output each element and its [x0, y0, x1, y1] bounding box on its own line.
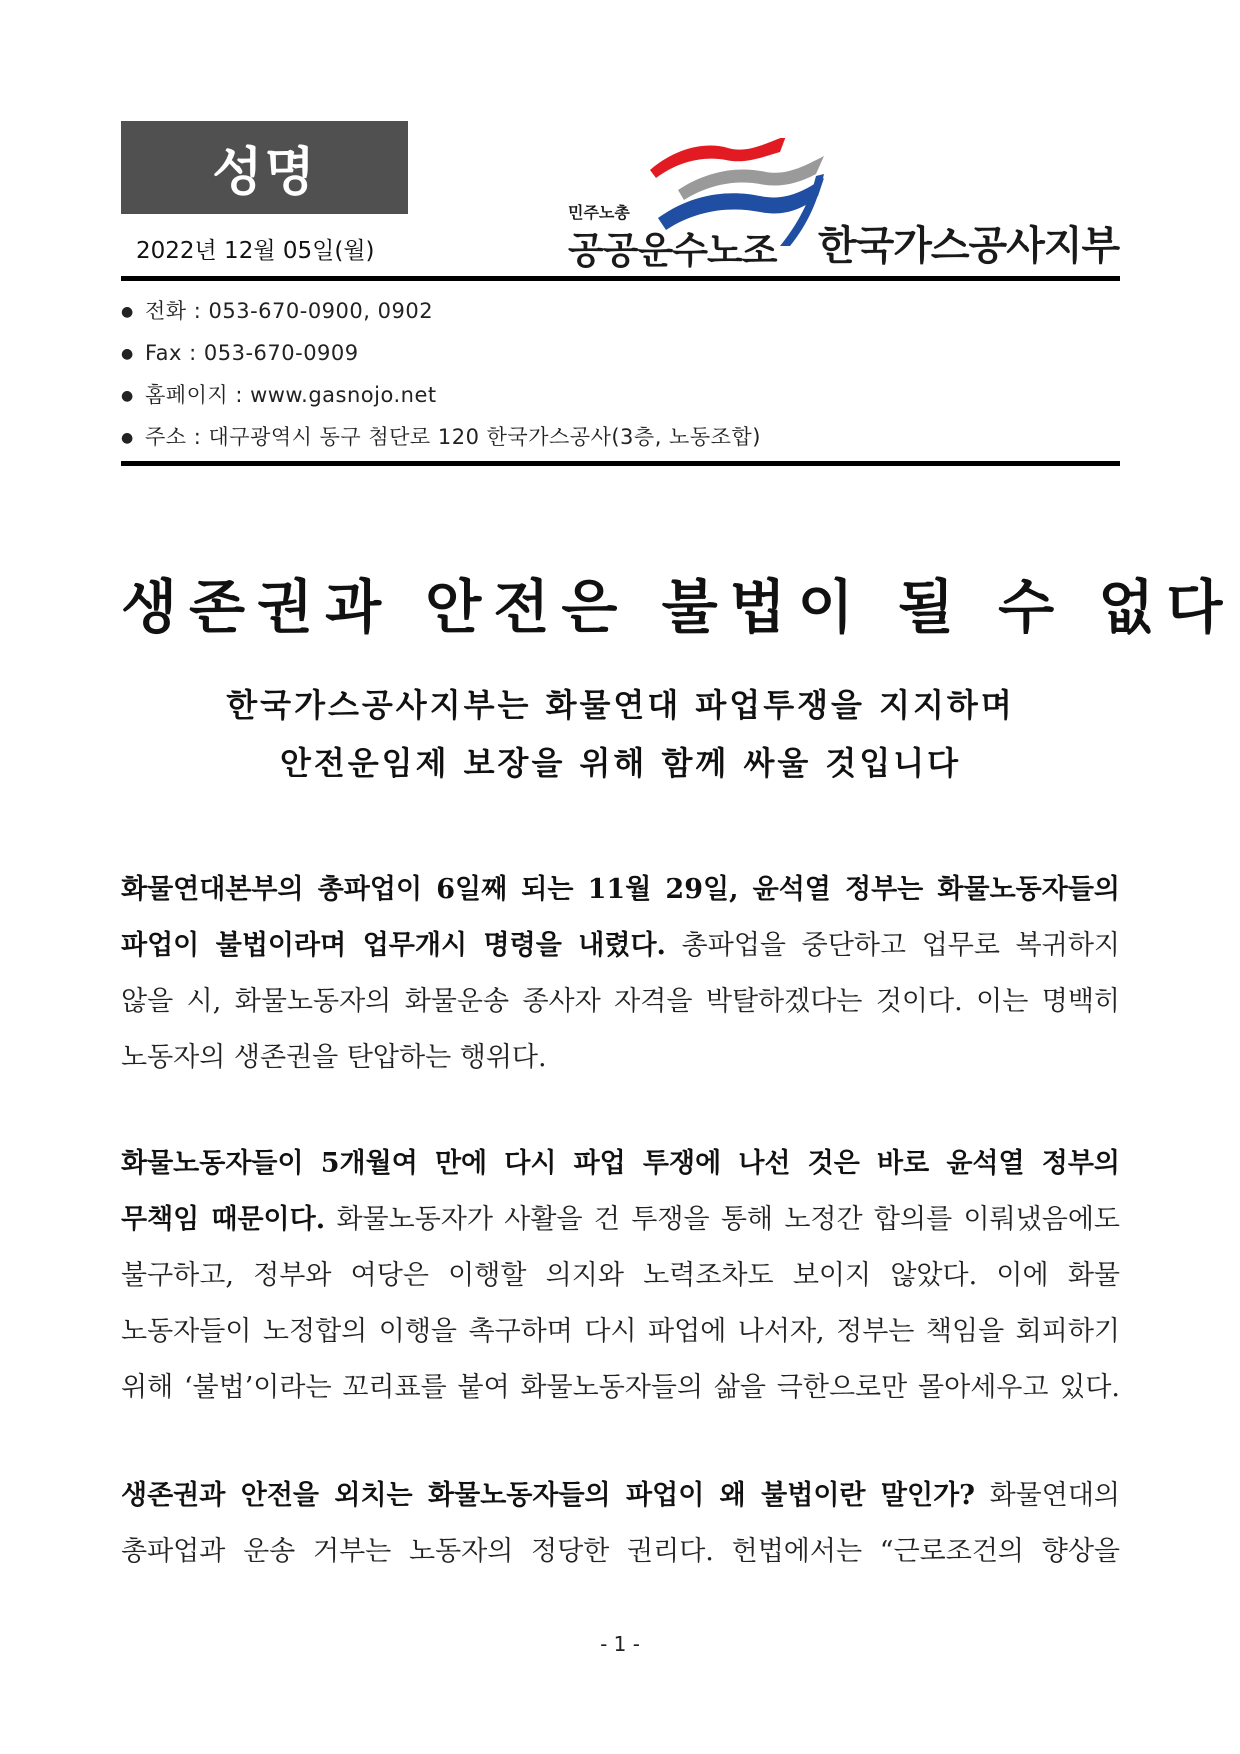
header-divider-bottom	[121, 461, 1120, 466]
logo-branch-name: 한국가스공사지부	[818, 223, 1120, 269]
paragraph-line: 노동자의 생존권을 탄압하는 행위다.	[121, 1042, 547, 1073]
union-logo	[568, 138, 1128, 272]
paragraph-line: 무책임 때문이다. 화물노동자가 사활을 건 투쟁을 통해 노정간 합의를 이뤄냈음에도	[121, 1204, 1120, 1235]
bullet-icon: ●	[121, 388, 134, 404]
paragraph-line: 파업이 불법이라며 업무개시 명령을 내렸다. 총파업을 중단하고 업무로 복귀하지	[121, 930, 1120, 961]
bullet-icon: ●	[121, 304, 134, 320]
bullet-icon: ●	[121, 346, 134, 362]
paragraph-1	[121, 862, 1120, 1086]
statement-title: 생존권과 안전은 불법이 될 수 없다	[121, 573, 1235, 641]
contact-address: ● 주소 : 대구광역시 동구 첨단로 120 한국가스공사(3층, 노동조합)	[121, 419, 761, 461]
contact-homepage: ● 홈페이지 : www.gasnojo.net	[121, 377, 761, 419]
paragraph-3	[121, 1468, 1120, 1580]
paragraph-line: 위해 ‘불법’이라는 꼬리표를 붙여 화물노동자들의 삶을 극한으로만 몰아세우고 있다.	[121, 1372, 1120, 1403]
paragraph-line: 화물연대본부의 총파업이 6일째 되는 11월 29일, 윤석열 정부는 화물노동자들의	[121, 874, 1120, 905]
paragraph-line: 생존권과 안전을 외치는 화물노동자들의 파업이 왜 불법이란 말인가? 화물연대의	[121, 1480, 1120, 1511]
paragraph-line: 않을 시, 화물노동자의 화물운송 종사자 자격을 박탈하겠다는 것이다. 이는 명백히	[121, 986, 1120, 1017]
paragraph-line: 화물노동자들이 5개월여 만에 다시 파업 투쟁에 나선 것은 바로 윤석열 정부의	[121, 1148, 1120, 1179]
header-divider-top	[121, 276, 1120, 281]
paragraph-2	[121, 1136, 1120, 1416]
page-number: - 1 -	[600, 1632, 640, 1656]
statement-subtitle-line-1: 한국가스공사지부는 화물연대 파업투쟁을 지지하며	[226, 686, 1015, 724]
paragraph-line: 총파업과 운송 거부는 노동자의 정당한 권리다. 헌법에서는 “근로조건의 향상을	[121, 1536, 1120, 1567]
contact-list	[121, 293, 761, 461]
statement-subtitle-line-2: 안전운임제 보장을 위해 함께 싸울 것입니다	[279, 744, 962, 782]
paragraph-line: 불구하고, 정부와 여당은 이행할 의지와 노력조차도 보이지 않았다. 이에 화물	[121, 1260, 1120, 1291]
contact-phone: ● 전화 : 053-670-0900, 0902	[121, 293, 761, 335]
logo-union-name: 공공운수노조	[568, 229, 777, 272]
bullet-icon: ●	[121, 430, 134, 446]
statement-badge: 성명	[121, 121, 408, 214]
contact-fax: ● Fax : 053-670-0909	[121, 335, 761, 377]
logo-small-text: 민주노총	[568, 203, 630, 222]
statement-date: 2022년 12월 05일(월)	[136, 238, 375, 264]
paragraph-line: 노동자들이 노정합의 이행을 촉구하며 다시 파업에 나서자, 정부는 책임을 회피하기	[121, 1316, 1120, 1347]
